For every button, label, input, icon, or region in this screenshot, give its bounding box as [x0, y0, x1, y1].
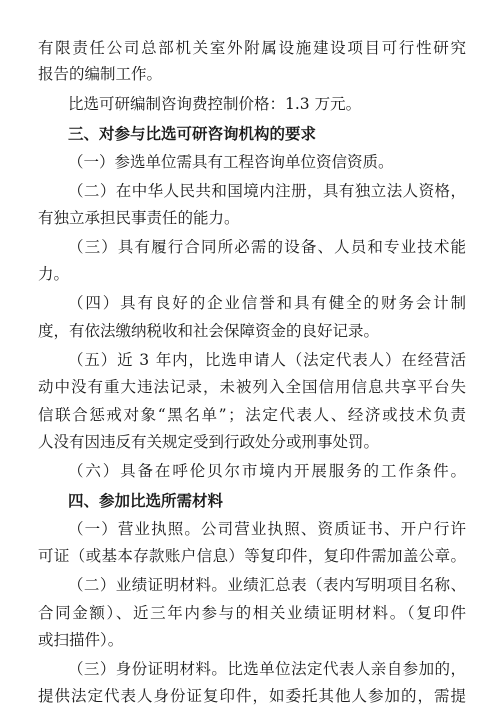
body-line: （四）具有良好的企业信誉和具有健全的财务会计制 [68, 294, 468, 312]
body-line: 有独立承担民事责任的能力。 [38, 209, 240, 227]
body-line: （一）参选单位需具有工程咨询单位资信资质。 [68, 153, 394, 171]
body-line: （五）近 3 年内，比选申请人（法定代表人）在经营活 [68, 351, 467, 369]
body-line: （六）具备在呼伦贝尔市境内开展服务的工作条件。 [68, 462, 468, 480]
body-line: （二）在中华人民共和国境内注册，具有独立法人资格， [68, 182, 467, 200]
body-line: 度，有依法缴纳税收和社会保障资金的良好记录。 [38, 322, 380, 340]
body-line: （三）身份证明材料。比选单位法定代表人亲自参加的， [68, 660, 467, 678]
body-line: 比选可研编制咨询费控制价格：1.3 万元。 [68, 95, 362, 113]
body-line: 人没有因违反有关规定受到行政处分或刑事处罚。 [38, 433, 380, 451]
section-heading: 三、对参与比选可研咨询机构的要求 [68, 124, 317, 143]
body-line: 可证（或基本存款账户信息）等复印件，复印件需加盖公章。 [38, 547, 467, 565]
body-line: 报告的编制工作。 [38, 65, 163, 83]
body-line: （一）营业执照。公司营业执照、资质证书、开户行许 [68, 520, 468, 538]
body-line: 力。 [38, 265, 70, 283]
body-line: 动中没有重大违法记录，未被列入全国信用信息共享平台失 [38, 378, 467, 396]
body-line: 或扫描件）。 [38, 631, 124, 649]
body-line: 提供法定代表人身份证复印件，如委托其他人参加的，需提 [38, 687, 467, 705]
body-line: 合同金额）、近三年内参与的相关业绩证明材料。（复印件 [38, 604, 468, 622]
section-heading: 四、参加比选所需材料 [68, 491, 224, 510]
body-line: 有限责任公司总部机关室外附属设施建设项目可行性研究 [38, 39, 468, 57]
body-line: （二）业绩证明材料。业绩汇总表（表内写明项目名称、 [68, 576, 467, 594]
body-line: 信联合惩戒对象“黑名单”；法定代表人、经济或技术负责 [38, 406, 468, 424]
body-line: （三）具有履行合同所必需的设备、人员和专业技术能 [68, 238, 468, 256]
